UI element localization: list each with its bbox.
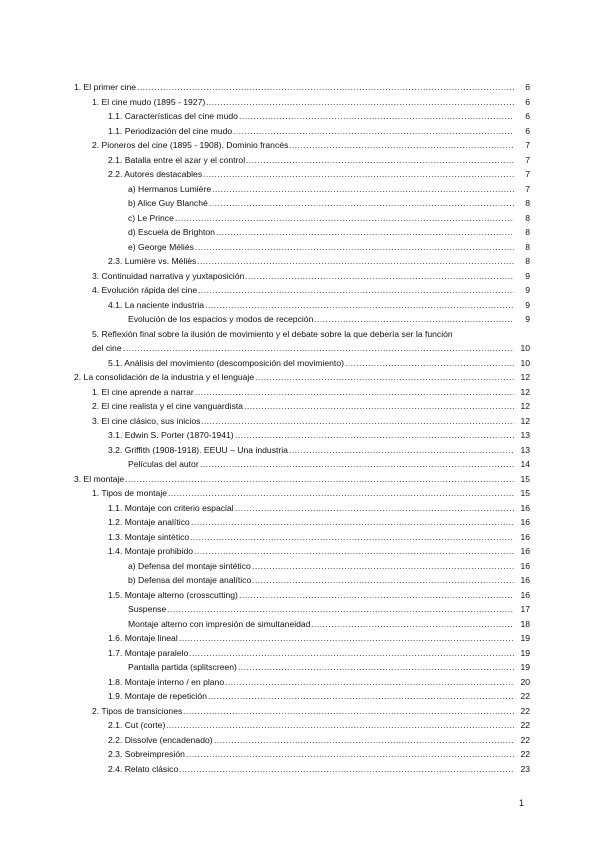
- toc-entry[interactable]: [92, 327, 530, 356]
- dot-leader: [198, 283, 514, 298]
- toc-entry-title: b) Defensa del montaje analítico: [128, 575, 252, 585]
- toc-entry-page: 9: [525, 314, 530, 324]
- toc-entry[interactable]: [108, 298, 530, 313]
- dot-leader: [245, 269, 514, 284]
- toc-entry-page: 8: [525, 227, 530, 237]
- dot-leader: [137, 80, 514, 95]
- toc-entry-title: 5. Reflexión final sobre la ilusión de movimiento y el debate sobre la que debería ser la función: [92, 328, 453, 339]
- toc-entry-title: 2.2. Dissolve (encadenado): [108, 734, 213, 745]
- toc-entry-title: b) Alice Guy Blanché: [128, 198, 208, 208]
- dot-leader: [194, 544, 514, 559]
- toc-entry-page: 9: [525, 299, 530, 310]
- toc-entry-page: 8: [525, 198, 530, 208]
- dot-leader: [167, 602, 514, 617]
- toc-entry-page: 14: [520, 459, 530, 469]
- dot-leader: [179, 762, 514, 777]
- toc-entry-title: 4.1. La naciente industria: [108, 299, 205, 310]
- dot-leader: [235, 501, 514, 516]
- toc-entry-title: 1.2. Montaje analítico: [108, 517, 190, 527]
- toc-entry-title: 2.3. Sobreimpresión: [108, 749, 185, 759]
- toc-entry-page: 16: [520, 589, 530, 600]
- toc-entry-title: 1.1. Montaje con criterio espacial: [108, 502, 234, 513]
- toc-entry-title: 3. El cine clásico, sus inicios: [92, 415, 201, 426]
- toc-entry-page: 16: [520, 531, 530, 542]
- toc-entry[interactable]: [92, 414, 530, 429]
- toc-entry[interactable]: [108, 428, 530, 443]
- toc-entry-page: 16: [520, 575, 530, 585]
- toc-entry-title: 2.1. Cut (corte): [108, 720, 166, 730]
- toc-entry-title: 1.6. Montaje lineal: [108, 633, 178, 643]
- toc-entry[interactable]: [108, 109, 530, 124]
- toc-entry-title: 2.4. Relato clásico: [108, 763, 179, 774]
- toc-entry-title: 2.3. Lumière vs. Méliès: [108, 256, 197, 266]
- toc-entry-title: Suspense: [128, 604, 167, 614]
- toc-entry-page: 22: [520, 691, 530, 701]
- toc-entry-title: 3. Continuidad narrativa y yuxtaposición: [92, 270, 245, 281]
- toc-entry-page: 19: [520, 662, 530, 672]
- toc-entry-page: 12: [520, 401, 530, 411]
- toc-entry-title: 2. Tipos de transiciones: [92, 705, 183, 716]
- dot-leader: [183, 704, 514, 719]
- toc-entry[interactable]: [128, 573, 530, 588]
- dot-leader: [208, 689, 514, 704]
- dot-leader: [166, 718, 514, 733]
- dot-leader: [203, 167, 514, 182]
- toc-entry-title: Pantalla partida (splitscreen): [128, 662, 237, 672]
- toc-entry-title: 5.1. Análisis del movimiento (descomposición del movimiento): [108, 357, 344, 368]
- dot-leader: [186, 747, 514, 762]
- toc-entry[interactable]: [92, 486, 530, 501]
- toc-entry-title: Evolución de los espacios y modos de recepción: [128, 314, 314, 324]
- toc-entry-title: 1.9. Montaje de repetición: [108, 691, 207, 701]
- toc-entry-page: 9: [525, 270, 530, 281]
- dot-leader: [206, 95, 514, 110]
- toc-entry-page: 16: [520, 560, 530, 571]
- toc-entry[interactable]: [128, 240, 530, 255]
- dot-leader: [233, 124, 514, 139]
- toc-entry[interactable]: [108, 747, 530, 762]
- dot-leader: [200, 457, 514, 472]
- toc-entry[interactable]: [128, 617, 530, 632]
- toc-entry-title: 2. Pioneros del cine (1895 - 1908). Dominio francés: [92, 140, 289, 150]
- toc-entry-title: 4. Evolución rápida del cine: [92, 285, 198, 295]
- toc-entry[interactable]: [108, 689, 530, 704]
- dot-leader: [168, 486, 514, 501]
- toc-entry-title: 2.2. Autores destacables: [108, 169, 203, 179]
- dot-leader: [175, 211, 514, 226]
- toc-entry[interactable]: [108, 762, 530, 777]
- toc-entry-page: 22: [520, 720, 530, 730]
- toc-entry[interactable]: [92, 138, 530, 153]
- toc-entry-title: 1.4. Montaje prohibido: [108, 546, 194, 556]
- toc-entry-title: 1.1. Características del cine mudo: [108, 111, 238, 121]
- toc-entry[interactable]: [108, 530, 530, 545]
- toc-entry-page: 22: [520, 734, 530, 745]
- toc-entry-title: d) Escuela de Brighton: [128, 227, 215, 237]
- toc-entry[interactable]: [74, 370, 530, 385]
- toc-entry-title-continued: del cine: [92, 343, 122, 353]
- toc-entry[interactable]: [128, 182, 530, 197]
- dot-leader: [314, 312, 514, 327]
- toc-entry[interactable]: [108, 501, 530, 516]
- toc-entry[interactable]: [108, 515, 530, 530]
- toc-entry-page: 7: [525, 140, 530, 150]
- toc-entry[interactable]: [92, 385, 530, 400]
- toc-entry-page: 18: [520, 618, 530, 629]
- toc-entry-page: 8: [525, 256, 530, 266]
- toc-entry-page: 12: [520, 372, 530, 382]
- dot-leader: [190, 530, 514, 545]
- toc-entry[interactable]: [108, 718, 530, 733]
- toc-entry[interactable]: [108, 124, 530, 139]
- toc-entry-page: 7: [525, 169, 530, 179]
- dot-leader: [246, 153, 514, 168]
- toc-entry-title: a) Defensa del montaje sintético: [128, 560, 251, 571]
- toc-entry[interactable]: [128, 602, 530, 617]
- toc-entry-title: 3.2. Griffith (1908-1918). EEUU – Una industria: [108, 444, 288, 455]
- toc-entry-page: 7: [525, 154, 530, 165]
- toc-entry[interactable]: [128, 211, 530, 226]
- toc-entry[interactable]: [108, 167, 530, 182]
- toc-entry-title: 2. La consolidación de la industria y el lenguaje: [74, 372, 255, 382]
- toc-entry-page: 16: [520, 517, 530, 527]
- dot-leader: [216, 225, 514, 240]
- dot-leader: [225, 675, 514, 690]
- toc-entry-page: 13: [520, 444, 530, 455]
- dot-leader: [201, 414, 514, 429]
- toc-entry[interactable]: [128, 312, 530, 327]
- toc-entry-page: 19: [520, 647, 530, 658]
- toc-entry-page: 10: [520, 343, 530, 353]
- toc-entry-title: 1. El cine aprende a narrar: [92, 386, 194, 397]
- toc-entry-page: 6: [525, 96, 530, 107]
- dot-leader: [179, 631, 514, 646]
- toc-entry-page: 16: [520, 502, 530, 513]
- toc-entry-page: 6: [525, 82, 530, 92]
- toc-entry-title: 1.5. Montaje alterno (crosscutting): [108, 589, 238, 600]
- page-number: 1: [519, 798, 525, 808]
- dot-leader: [252, 559, 514, 574]
- toc-entry-page: 20: [520, 676, 530, 687]
- toc-entry[interactable]: [108, 544, 530, 559]
- toc-entry[interactable]: [74, 472, 530, 487]
- toc-entry-page: 22: [520, 705, 530, 716]
- dot-leader: [195, 240, 514, 255]
- toc-entry-title: Películas del autor: [128, 459, 199, 469]
- dot-leader: [212, 182, 514, 197]
- toc-entry[interactable]: [128, 196, 530, 211]
- toc-entry-page: 13: [520, 430, 530, 440]
- toc-entry-title: 1. El primer cine: [74, 82, 137, 92]
- toc-entry[interactable]: [128, 457, 530, 472]
- toc-entry[interactable]: [108, 631, 530, 646]
- dot-leader: [205, 298, 514, 313]
- toc-entry-page: 15: [520, 488, 530, 498]
- toc-entry-page: 16: [520, 546, 530, 556]
- dot-leader: [289, 138, 514, 153]
- toc-entry-title: 1. Tipos de montaje: [92, 488, 168, 498]
- toc-entry-title: 3.1. Edwin S. Porter (1870-1941): [108, 430, 234, 440]
- toc-entry-title: 1.1. Periodización del cine mudo: [108, 125, 233, 136]
- toc-entry[interactable]: [92, 283, 530, 298]
- toc-entry-page: 6: [525, 125, 530, 136]
- toc-entry[interactable]: [108, 646, 530, 661]
- toc-entry-page: 15: [520, 473, 530, 484]
- dot-leader: [191, 515, 514, 530]
- dot-leader: [255, 370, 514, 385]
- toc-entry[interactable]: [108, 733, 530, 748]
- toc-entry-page: 6: [525, 111, 530, 121]
- toc-entry[interactable]: [92, 269, 530, 284]
- toc-entry-page: 23: [520, 763, 530, 774]
- toc-entry-title: e) George Méliès: [128, 241, 194, 252]
- toc-entry-page: 12: [520, 415, 530, 426]
- toc-entry-page: 8: [525, 241, 530, 252]
- toc-entry-title: 1.3. Montaje sintético: [108, 531, 190, 542]
- toc-entry[interactable]: [92, 399, 530, 414]
- toc-entry[interactable]: [108, 356, 530, 371]
- dot-leader: [311, 617, 514, 632]
- dot-leader: [239, 109, 514, 124]
- toc-entry[interactable]: [74, 80, 530, 95]
- toc-entry-title: 1.8. Montaje interno / en plano: [108, 676, 225, 687]
- dot-leader: [209, 196, 514, 211]
- dot-leader: [125, 472, 514, 487]
- toc-entry-title: 2. El cine realista y el cine vanguardista: [92, 401, 243, 411]
- toc-entry-page: 17: [520, 604, 530, 614]
- toc-entry-title: 1. El cine mudo (1895 - 1927): [92, 96, 206, 107]
- toc-entry-title: 2.1. Batalla entre el azar y el control: [108, 154, 246, 165]
- toc-entry-title: c) Le Prince: [128, 212, 174, 223]
- dot-leader: [195, 385, 514, 400]
- toc-entry-page: 22: [520, 749, 530, 759]
- dot-leader: [214, 733, 514, 748]
- table-of-contents: [74, 80, 530, 776]
- dot-leader: [123, 341, 514, 356]
- toc-entry[interactable]: [128, 559, 530, 574]
- dot-leader: [289, 443, 514, 458]
- toc-entry[interactable]: [92, 704, 530, 719]
- dot-leader: [252, 573, 514, 588]
- toc-entry-page: 19: [520, 633, 530, 643]
- toc-entry-title: a) Hermanos Lumière: [128, 183, 212, 194]
- toc-entry[interactable]: [108, 675, 530, 690]
- toc-entry[interactable]: [128, 660, 530, 675]
- toc-entry-page: 7: [525, 183, 530, 194]
- toc-entry-page: 9: [525, 285, 530, 295]
- dot-leader: [345, 356, 514, 371]
- toc-entry[interactable]: [92, 95, 530, 110]
- dot-leader: [235, 428, 514, 443]
- dot-leader: [189, 646, 514, 661]
- dot-leader: [197, 254, 514, 269]
- toc-entry[interactable]: [108, 153, 530, 168]
- dot-leader: [238, 660, 514, 675]
- dot-leader: [239, 588, 514, 603]
- toc-entry[interactable]: [108, 443, 530, 458]
- toc-entry[interactable]: [128, 225, 530, 240]
- toc-entry-title: 3. El montaje: [74, 473, 125, 484]
- toc-entry-title: 1.7. Montaje paralelo: [108, 647, 189, 658]
- dot-leader: [244, 399, 514, 414]
- toc-entry-page: 10: [520, 357, 530, 368]
- toc-entry-page: 8: [525, 212, 530, 223]
- toc-entry-title: Montaje alterno con impresión de simultaneidad: [128, 618, 311, 629]
- toc-entry[interactable]: [108, 254, 530, 269]
- toc-entry[interactable]: [108, 588, 530, 603]
- toc-entry-page: 12: [520, 386, 530, 397]
